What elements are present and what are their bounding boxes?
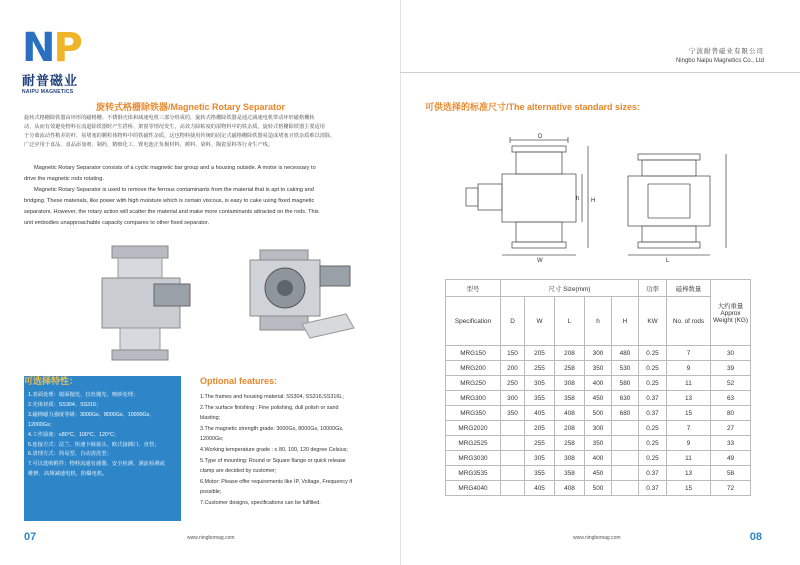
table-body [446, 346, 751, 496]
cell-model: MRG250 [446, 376, 501, 391]
feature-cn-item: 2.壳体材质：SS304、SS316； [28, 401, 102, 408]
cell-power: 0.25 [639, 346, 667, 361]
cell-w: 255 [525, 361, 555, 376]
cell-power: 0.25 [639, 361, 667, 376]
dim-label-w: W [537, 258, 543, 262]
feature-cn-item: 7.可以选购附件：物料流通有感器、安全检测、满流检测或 [28, 461, 165, 468]
header-size-cn: 尺寸 Size(mm) [501, 280, 639, 297]
cell-weight: 52 [711, 376, 751, 391]
cell-rods: 7 [667, 421, 711, 436]
cell-rods: 11 [667, 451, 711, 466]
header-power-cn: 功率 [639, 280, 667, 297]
cell-rods: 13 [667, 391, 711, 406]
page-number-right: 08 [749, 531, 762, 543]
cell-h-small: 300 [585, 421, 612, 436]
cell-power: 0.25 [639, 376, 667, 391]
website-left: www.ningbomag.com [187, 535, 235, 541]
cell-l: 358 [555, 391, 585, 406]
header-spec-en: Specification [446, 297, 501, 346]
spec-table [445, 279, 751, 496]
features-cn-title: 可选择特性： [24, 376, 79, 386]
product-photo-1 [88, 240, 198, 368]
cell-d: 200 [501, 361, 525, 376]
cell-power: 0.25 [639, 451, 667, 466]
front-view-drawing [618, 150, 738, 262]
cell-l: 308 [555, 376, 585, 391]
feature-en-item: 6.Motor: Please offer requirements like IP, Voltage, Frequency if [200, 478, 353, 485]
body-en [24, 163, 379, 229]
cell-h-large: 680 [612, 406, 639, 421]
cell-rods: 15 [667, 481, 711, 496]
cell-d: 150 [501, 346, 525, 361]
body-cn [24, 114, 379, 150]
feature-en-item: 7.Customer designs, specifications can be fulfilled. [200, 499, 321, 506]
cell-h-large: 530 [612, 361, 639, 376]
cell-l: 258 [555, 361, 585, 376]
cell-weight: 27 [711, 421, 751, 436]
feature-cn-item: 维修、高频减速电机、防爆电机。 [28, 471, 108, 478]
header-d: D [501, 297, 525, 346]
cell-power: 0.37 [639, 391, 667, 406]
website-right: www.ningbomag.com [573, 535, 621, 541]
cell-model: MRG150 [446, 346, 501, 361]
cell-h-small: 350 [585, 436, 612, 451]
table-header-cn [446, 280, 751, 297]
feature-en-item: 12000Gs; [200, 436, 224, 443]
cell-h-large [612, 451, 639, 466]
table-row [446, 436, 751, 451]
cell-w: 305 [525, 376, 555, 391]
cell-model: MRG350 [446, 406, 501, 421]
dim-label-d: D [538, 134, 543, 140]
features-en-list [200, 392, 375, 509]
cell-rods: 7 [667, 346, 711, 361]
cell-d [501, 451, 525, 466]
cell-h-small: 400 [585, 451, 612, 466]
feature-cn-item: 5.连接方式：法兰、快速卡箍接头、欧式接插口、直管； [28, 441, 160, 448]
feature-cn-item: 12000Gs； [28, 421, 55, 428]
cell-power: 0.37 [639, 481, 667, 496]
cell-rods: 9 [667, 436, 711, 451]
cell-weight: 72 [711, 481, 751, 496]
cell-h-large [612, 481, 639, 496]
dim-label-l: L [666, 258, 670, 262]
company-cn: 宁波耐普磁业有限公司 [689, 48, 764, 55]
table-row [446, 451, 751, 466]
cell-h-small: 300 [585, 346, 612, 361]
cell-l: 308 [555, 451, 585, 466]
header-power-en: KW [639, 297, 667, 346]
table-row [446, 391, 751, 406]
body-cn-line: 于分离流动性稍差的杆、易堵塞的颗粒体物料中的铁磁性杂质，这也物料使用传统的固定式磁格栅除铁器易造成堵塞且铁杂质难以清除， [24, 133, 336, 139]
cell-h-large: 580 [612, 376, 639, 391]
body-en-line: bridging. These materials, like power with high moisture which is certain viscous, is easy to cake using fixed magnetic [24, 198, 315, 204]
logo-mark: NP [22, 25, 81, 71]
cell-power: 0.37 [639, 406, 667, 421]
company-en: Ningbo Naipu Magnetics Co., Ltd [675, 58, 764, 64]
cell-d: 250 [501, 376, 525, 391]
table-header-en [446, 297, 751, 346]
company-name [676, 46, 764, 64]
cell-power: 0.25 [639, 436, 667, 451]
table-row [446, 361, 751, 376]
header-weight-cn: 大约重量 [717, 303, 744, 310]
features-cn-box [24, 376, 181, 521]
cell-h-large [612, 466, 639, 481]
table-row [446, 421, 751, 436]
cell-h-large: 630 [612, 391, 639, 406]
feature-cn-item: 6.清理方式：简易型、自动清洗型； [28, 451, 112, 458]
cell-d: 350 [501, 406, 525, 421]
cell-weight: 58 [711, 466, 751, 481]
cell-w: 305 [525, 451, 555, 466]
header-rods-en: No. of rods [667, 297, 711, 346]
body-cn-line: 动，从而有效避免物料在流道除铁器时产生搭桥、架窗等情况发生，高效力除粘度的湿物料中的铁杂质。旋转式格栅除铁器主要适用 [24, 124, 325, 130]
cell-l: 408 [555, 406, 585, 421]
body-en-line: unit embodies unapproachable capacity compares to other fixed separator. [24, 220, 210, 226]
header-rods-cn: 磁棒数量 [667, 280, 711, 297]
cell-h-small: 400 [585, 376, 612, 391]
cell-w: 405 [525, 406, 555, 421]
cell-h-small: 450 [585, 466, 612, 481]
cell-weight: 63 [711, 391, 751, 406]
page-number-left: 07 [24, 531, 37, 543]
feature-en-item: blasting; [200, 415, 221, 422]
cell-h-large [612, 436, 639, 451]
cell-w: 355 [525, 466, 555, 481]
features-en-title: Optional features: [200, 376, 278, 386]
body-cn-line: 广泛应用于食品、食品添加剂、制药、精细化工、锂电池正负极材料、颜料、染料、陶瓷原料等行业生产线。 [24, 142, 274, 148]
cell-weight: 39 [711, 361, 751, 376]
cell-weight: 30 [711, 346, 751, 361]
cell-weight: 80 [711, 406, 751, 421]
cell-d [501, 481, 525, 496]
cell-rods: 15 [667, 406, 711, 421]
logo-cn: 耐普磁业 [22, 73, 79, 88]
cell-model: MRG300 [446, 391, 501, 406]
cell-w: 205 [525, 346, 555, 361]
cell-h-large [612, 421, 639, 436]
company-logo [22, 25, 92, 95]
cell-model: MRG3030 [446, 451, 501, 466]
feature-en-item: 1.The frames and housing material: SS304, SS316,SS316L; [200, 394, 344, 400]
feature-cn-item: 3.磁棒磁力强度等级：3000Gs、8000Gs、10000Gs、 [28, 411, 155, 418]
cell-l: 258 [555, 436, 585, 451]
body-cn-line: 旋转式格栅除铁器由环形的磁格栅、不锈钢壳体和减速电机三部分组成的，旋转式格栅除铁器是通过减速电机带动环形磁格栅转 [24, 115, 315, 121]
table-row [446, 481, 751, 496]
sizes-section-title: 可供选择的标准尺寸/The alternative standard sizes: [425, 102, 641, 112]
body-en-line: Magnetic Rotary Separator is used to remove the ferrous contaminants from the material that is apt to caking and [34, 187, 314, 193]
feature-cn-item: 4.工作温度：≤80°C、100°C、120°C； [28, 431, 120, 438]
header-h-large: H [612, 297, 639, 346]
feature-en-item: clamp are decided by customer; [200, 468, 277, 475]
cell-d [501, 421, 525, 436]
feature-cn-item: 1.表面处理：镜面抛光、拉丝抛光、喷砂处理； [28, 392, 139, 398]
header-divider [400, 72, 800, 73]
header-weight-en: Approx Weight (KG) [712, 310, 749, 324]
body-en-line: separators. However, the rotary action will scatter the material and make more contaminants attracted on the rods. This [24, 209, 319, 215]
cell-model: MRG2525 [446, 436, 501, 451]
header-w: W [525, 297, 555, 346]
dim-label-h-upper: H [591, 198, 596, 204]
cell-d [501, 436, 525, 451]
header-spec-cn: 型号 [446, 280, 501, 297]
feature-en-item: 3.The magnetic strength grade: 3000Gs, 8000Gs, 10000Gs, [200, 425, 344, 432]
feature-en-item: 2.The surface finishing : Fine polishing, dull polish or sand [200, 404, 339, 411]
cell-model: MRG4040 [446, 481, 501, 496]
features-cn-list [28, 391, 178, 480]
cell-weight: 49 [711, 451, 751, 466]
table-row [446, 466, 751, 481]
cell-w: 255 [525, 436, 555, 451]
cell-model: MRG2020 [446, 421, 501, 436]
cell-w: 355 [525, 391, 555, 406]
feature-en-item: 5.Type of mounting: Round or Square flange or quick release [200, 457, 346, 464]
cell-h-small: 350 [585, 361, 612, 376]
header-l: L [555, 297, 585, 346]
product-photo-2 [240, 244, 360, 344]
feature-en-item: possible; [200, 489, 222, 496]
dim-label-h-lower: h [576, 196, 580, 202]
header-weight [711, 280, 751, 346]
side-view-drawing [458, 132, 603, 262]
cell-d [501, 466, 525, 481]
cell-power: 0.37 [639, 466, 667, 481]
cell-weight: 33 [711, 436, 751, 451]
cell-h-small: 500 [585, 406, 612, 421]
cell-l: 358 [555, 466, 585, 481]
cell-h-small: 500 [585, 481, 612, 496]
cell-model: MRG3535 [446, 466, 501, 481]
body-en-line: Magnetic Rotary Separator consists of a cyclic magnetic bar group and a housing outside. A motor is necessary to [34, 165, 316, 171]
table-row [446, 406, 751, 421]
body-en-line: drive the magnetic rods rotating. [24, 176, 104, 182]
cell-rods: 11 [667, 376, 711, 391]
table-row [446, 346, 751, 361]
cell-h-large: 480 [612, 346, 639, 361]
feature-en-item: 4.Working temperature grade : ≤ 80, 100, 120 degree Celsius; [200, 446, 348, 453]
cell-l: 208 [555, 421, 585, 436]
cell-power: 0.25 [639, 421, 667, 436]
cell-w: 405 [525, 481, 555, 496]
header-h-small: h [585, 297, 612, 346]
cell-rods: 9 [667, 361, 711, 376]
cell-model: MRG200 [446, 361, 501, 376]
cell-l: 208 [555, 346, 585, 361]
cell-h-small: 450 [585, 391, 612, 406]
cell-w: 205 [525, 421, 555, 436]
cell-d: 300 [501, 391, 525, 406]
cell-l: 408 [555, 481, 585, 496]
section-title: 旋转式格栅除铁器/Magnetic Rotary Separator [96, 102, 286, 112]
cell-rods: 13 [667, 466, 711, 481]
logo-en: NAIPU MAGNETICS [22, 89, 74, 95]
table-row [446, 376, 751, 391]
